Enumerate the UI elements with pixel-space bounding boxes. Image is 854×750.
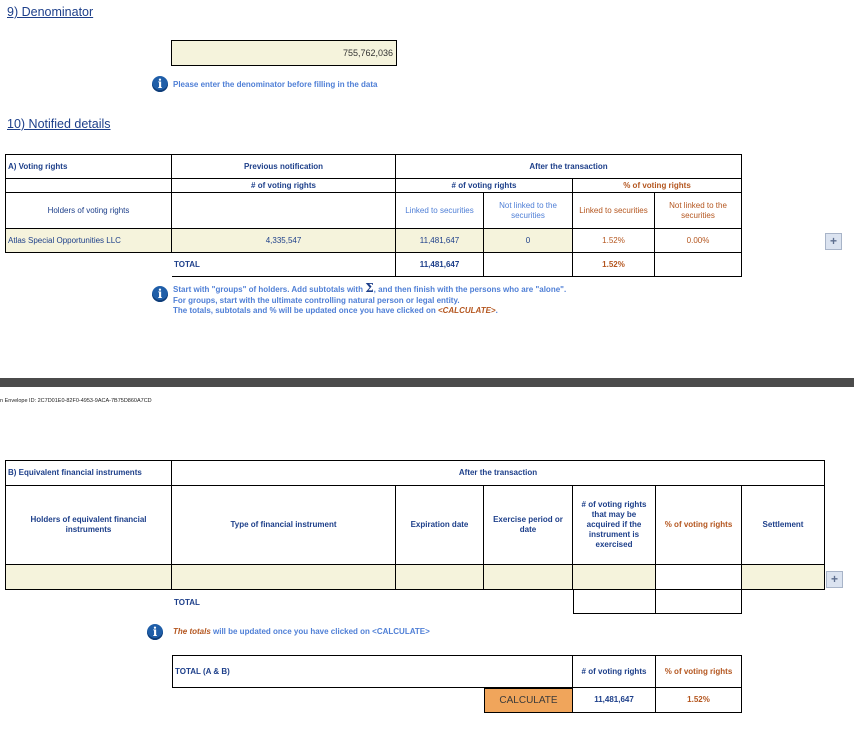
voting-total-linked: 11,481,647 <box>396 253 484 277</box>
holders-header: Holders of voting rights <box>5 193 172 229</box>
voting-note-line1: Start with "groups" of holders. Add subtotals with <box>173 285 363 294</box>
equivalent-holders-header: Holders of equivalent financial instruments <box>5 486 172 565</box>
after-transaction-header: After the transaction <box>396 154 742 179</box>
voting-total-label: TOTAL <box>172 253 396 277</box>
voting-note-line3: The totals, subtotals and % will be updated once you have clicked on <box>173 306 436 315</box>
holder-name-cell[interactable]: Atlas Special Opportunities LLC <box>5 229 172 253</box>
not-linked-value-cell[interactable]: 0 <box>484 229 573 253</box>
instrument-type-cell[interactable] <box>172 565 396 590</box>
total-ab-num-header: # of voting rights <box>573 655 656 688</box>
equivalent-holder-cell[interactable] <box>5 565 172 590</box>
notified-details-title: 10) Notified details <box>7 117 111 131</box>
add-holder-button[interactable]: + <box>825 233 842 250</box>
acquirable-rights-cell[interactable] <box>573 565 656 590</box>
linked-value-cell[interactable]: 11,481,647 <box>396 229 484 253</box>
voting-note-line3-end: . <box>495 306 498 315</box>
not-linked-header: Not linked to the securities <box>484 193 573 229</box>
voting-total-not-linked <box>484 253 573 277</box>
add-instrument-button[interactable]: + <box>826 571 843 588</box>
linked-header: Linked to securities <box>396 193 484 229</box>
exercise-period-cell[interactable] <box>484 565 573 590</box>
calculate-button[interactable]: CALCULATE <box>484 688 573 713</box>
expiration-date-cell[interactable] <box>396 565 484 590</box>
equivalent-note <box>173 627 430 638</box>
equivalent-pct-cell <box>656 565 742 590</box>
calculate-reference: <CALCULATE> <box>437 306 496 315</box>
linked-pct-header: Linked to securities <box>573 193 655 229</box>
voting-total-not-linked-pct <box>655 253 742 277</box>
settlement-cell[interactable] <box>742 565 825 590</box>
instrument-type-header: Type of financial instrument <box>172 486 396 565</box>
not-linked-pct-header: Not linked to the securities <box>655 193 742 229</box>
previous-notification-header: Previous notification <box>172 154 396 179</box>
equivalent-note-text: will be updated once you have clicked on <CALCULATE> <box>210 627 430 636</box>
prev-num-voting-rights-header: # of voting rights <box>172 179 396 193</box>
info-icon <box>147 624 163 640</box>
after-pct-voting-rights-header: % of voting rights <box>573 179 742 193</box>
equivalent-pct-header: % of voting rights <box>656 486 742 565</box>
total-ab-pct-value: 1.52% <box>656 688 742 713</box>
page-divider <box>0 378 854 387</box>
denominator-title: 9) Denominator <box>7 5 94 19</box>
voting-note-line2: For groups, start with the ultimate controlling natural person or legal entity. <box>173 295 460 305</box>
total-ab-pct-header: % of voting rights <box>656 655 742 688</box>
denominator-note: Please enter the denominator before filling in the data <box>173 80 378 89</box>
blank-header-cell <box>5 179 172 193</box>
equivalent-total-label: TOTAL <box>174 598 200 607</box>
not-linked-pct-value-cell: 0.00% <box>655 229 742 253</box>
settlement-header: Settlement <box>742 486 825 565</box>
total-ab-label: TOTAL (A & B) <box>172 655 573 688</box>
expiration-date-header: Expiration date <box>396 486 484 565</box>
exercise-period-header: Exercise period or date <box>484 486 573 565</box>
voting-rights-section-label: A) Voting rights <box>5 154 172 179</box>
after-num-voting-rights-header: # of voting rights <box>396 179 573 193</box>
info-icon <box>152 76 168 92</box>
voting-total-pct: 1.52% <box>573 253 655 277</box>
total-ab-num-value: 11,481,647 <box>573 688 656 713</box>
linked-pct-value-cell: 1.52% <box>573 229 655 253</box>
prev-blank-header <box>172 193 396 229</box>
previous-value-cell[interactable]: 4,335,547 <box>172 229 396 253</box>
equivalent-note-emphasis: The totals <box>173 627 211 636</box>
denominator-input[interactable]: 755,762,036 <box>171 40 397 66</box>
sigma-icon: Σ <box>365 281 374 295</box>
equivalent-after-transaction-header: After the transaction <box>172 460 825 486</box>
voting-note <box>173 283 733 317</box>
acquirable-rights-header: # of voting rights that may be acquired if the instrument is exercised <box>573 486 656 565</box>
envelope-id: n Envelope ID: 2C7D01E0-82F0-4953-9ACA-7B75D860A7CD <box>0 398 152 404</box>
info-icon <box>152 286 168 302</box>
voting-note-line1-end: , and then finish with the persons who are "alone". <box>373 285 567 294</box>
equivalent-total-rights <box>573 590 656 614</box>
equivalent-total-pct <box>656 590 742 614</box>
equivalent-section-label: B) Equivalent financial instruments <box>5 460 172 486</box>
